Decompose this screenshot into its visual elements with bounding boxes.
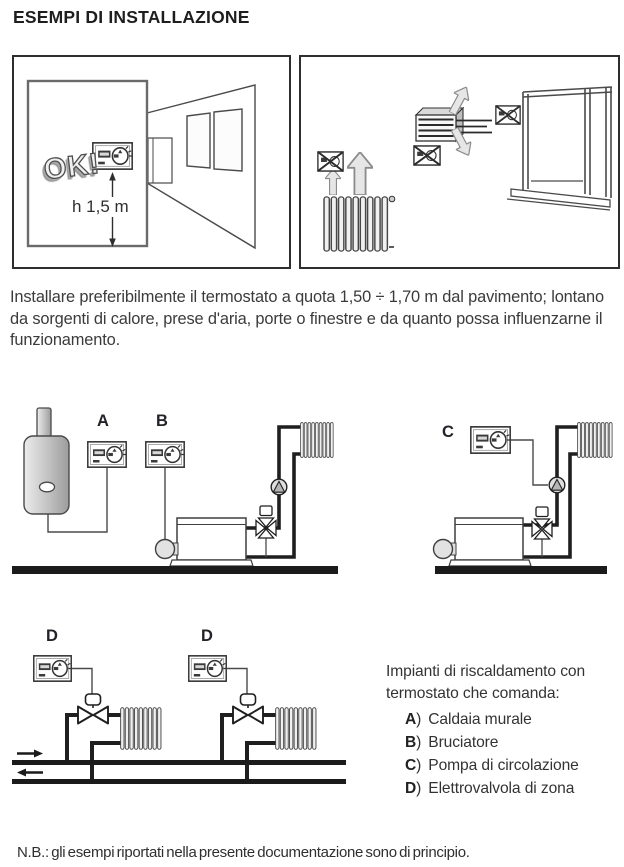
radiator-valve-knob — [389, 196, 395, 202]
heat-arrow-up-icon — [347, 152, 373, 195]
diagram-label-c: C — [442, 423, 454, 441]
height-label: h 1,5 m — [69, 197, 132, 217]
legend-intro: Impianti di riscaldamento con termostato che comanda: — [386, 663, 586, 702]
window-icon — [187, 113, 210, 168]
supply-pipe — [12, 760, 346, 765]
radiator-icon — [578, 423, 613, 458]
ok-label: OK! — [42, 147, 102, 187]
legend — [386, 661, 614, 800]
legend-item — [386, 754, 614, 777]
wire — [227, 669, 247, 695]
diagram-label-d-left: D — [46, 627, 58, 645]
zone-valve-diagram — [10, 622, 370, 817]
floor-line — [12, 566, 338, 574]
floor-line — [435, 566, 607, 574]
flow-arrow-right-icon — [17, 750, 43, 758]
zone-valve-icon — [78, 694, 108, 724]
legend-items — [386, 708, 614, 800]
intro-paragraph: Installare preferibilmente il termostato a quota 1,50 ÷ 1,70 m dal pavimento; lontano da sorgenti di calore, prese d'aria, porte o finestre e da quanto possa influenzarne il funzionamento. — [10, 288, 604, 349]
thermostat-icon — [34, 656, 71, 681]
legend-key: A — [405, 711, 417, 728]
legend-paren: ) — [416, 757, 422, 774]
diagram-label-b: B — [156, 412, 168, 430]
burner-icon — [156, 540, 175, 559]
wire — [510, 440, 548, 485]
flow-arrow-left-icon — [17, 769, 43, 777]
crossed-thermostat-icon — [414, 146, 440, 165]
window-icon — [214, 109, 242, 171]
mixing-valve-icon — [532, 507, 552, 539]
heat-arrow-up-icon — [325, 169, 341, 195]
crossed-thermostat-icon — [496, 106, 520, 124]
thermostat-icon — [88, 442, 126, 467]
return-pipe — [12, 779, 346, 784]
window-icon — [507, 87, 612, 210]
thermostat-icon — [189, 656, 226, 681]
legend-label: Bruciatore — [428, 734, 499, 751]
pipes — [67, 715, 277, 781]
thermostat-icon — [471, 427, 510, 453]
radiator-icon — [301, 423, 334, 458]
avoid-drawing — [301, 57, 614, 263]
door — [148, 138, 172, 183]
legend-paren: ) — [416, 734, 422, 751]
legend-label: Pompa di circolazione — [428, 757, 579, 774]
legend-item — [386, 777, 614, 800]
legend-item — [386, 731, 614, 754]
heating-systems-diagram — [0, 392, 624, 600]
legend-paren: ) — [416, 711, 422, 728]
legend-item — [386, 708, 614, 731]
footer-note: N.B.: gli esempi riportati nella presente documentazione sono di principio. — [17, 844, 470, 861]
floor-boiler-icon — [434, 518, 532, 566]
diagram-label-a: A — [97, 412, 109, 430]
legend-paren: ) — [416, 780, 422, 797]
radiator-icon — [276, 708, 316, 750]
wall-boiler-icon — [24, 408, 69, 514]
zone-valve-icon — [233, 694, 263, 724]
legend-label: Elettrovalvola di zona — [428, 780, 575, 797]
legend-key: D — [405, 780, 417, 797]
floor-boiler-icon — [156, 518, 254, 566]
figure-correct-placement — [12, 55, 291, 269]
legend-key: B — [405, 734, 417, 751]
diagram-label-d-right: D — [201, 627, 213, 645]
radiator-icon — [324, 197, 387, 251]
mixing-valve-icon — [256, 506, 276, 538]
crossed-thermostat-icon — [318, 152, 343, 171]
burner-icon — [434, 540, 453, 559]
radiator-icon — [121, 708, 161, 750]
page-title: ESEMPI DI INSTALLAZIONE — [13, 7, 250, 27]
pump-icon — [271, 479, 287, 495]
pump-icon — [549, 477, 565, 493]
legend-key: C — [405, 757, 417, 774]
wire — [72, 669, 92, 695]
figure-positions-to-avoid — [299, 55, 620, 269]
thermostat-icon — [146, 442, 184, 467]
legend-label: Caldaia murale — [428, 711, 532, 728]
